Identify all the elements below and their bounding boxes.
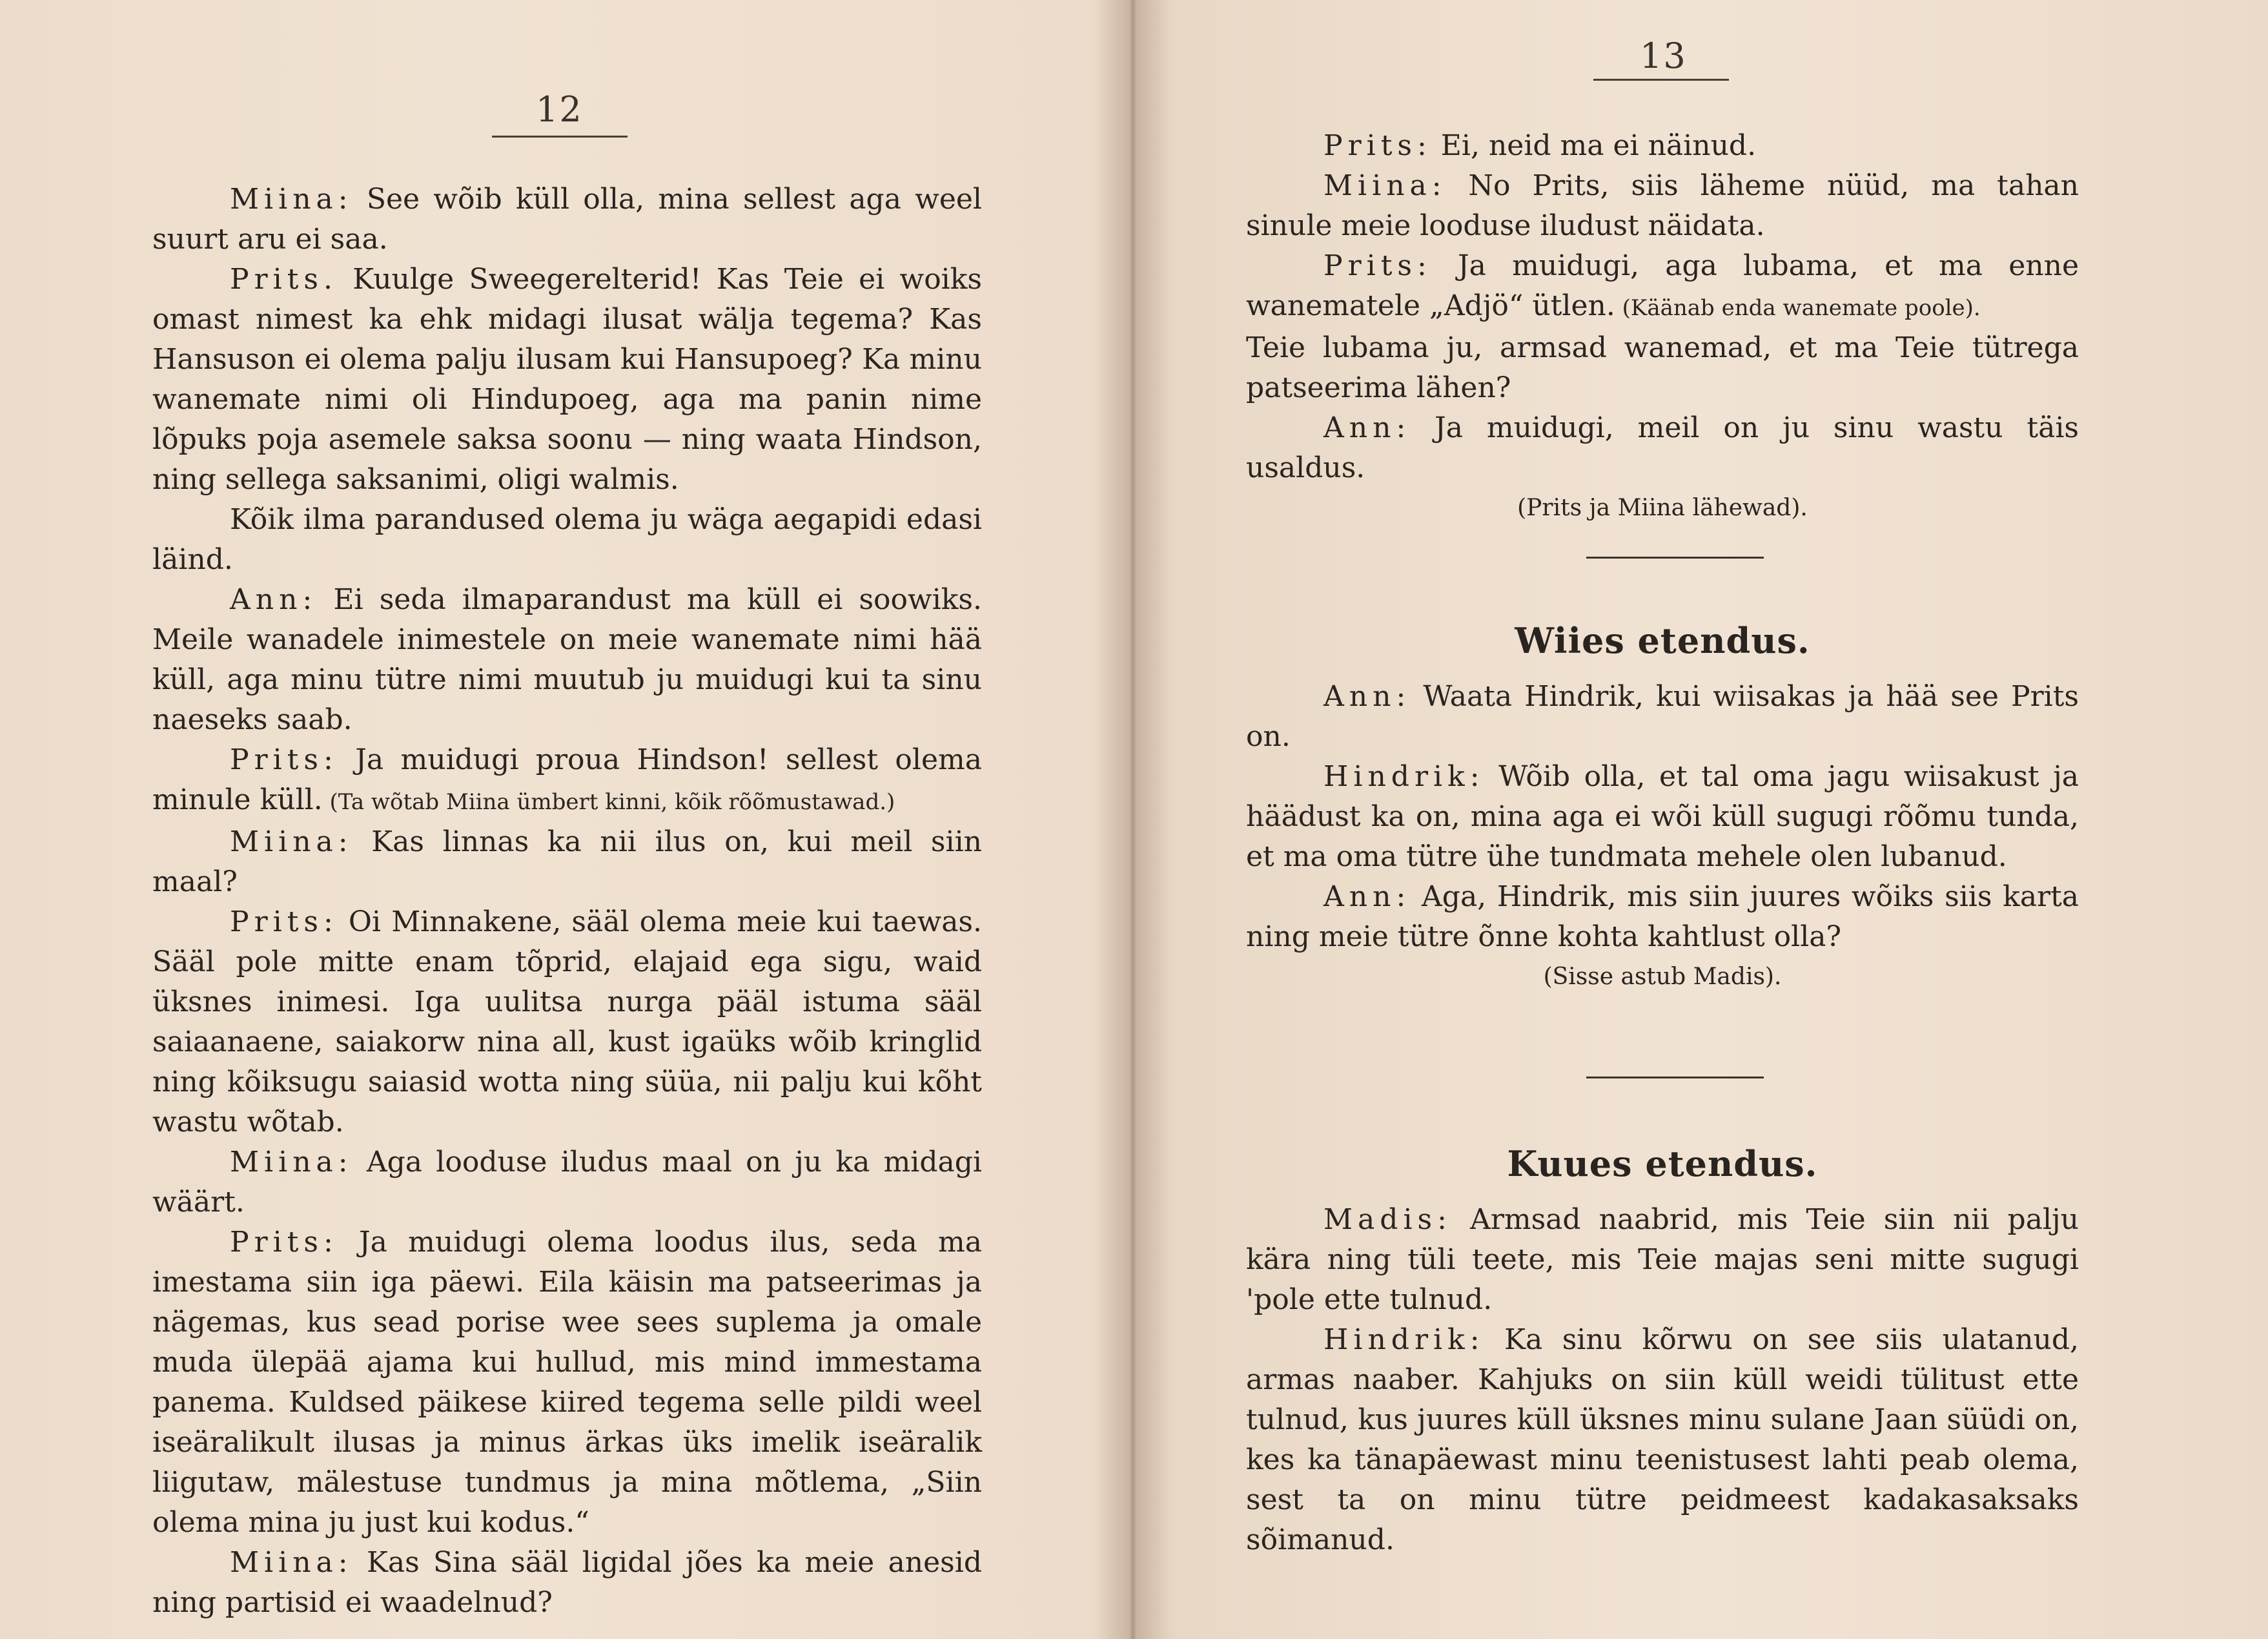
scene-separator <box>1586 557 1764 559</box>
speech-text: Wõib olla, et tal oma jagu wiisakust ja häädust ka on, mina aga ei wõi küll sugugi rõõmu tunda, et ma oma tütre ühe tundmata mehele olen lubanud. <box>1246 760 2079 873</box>
speech-text: Armsad naabrid, mis Teie siin nii palju kära ning tüli teete, mis Teie majas seni mitte sugugi 'pole ette tulnud. <box>1246 1203 2079 1316</box>
dialogue-line <box>152 902 982 1142</box>
speaker-name: Miina: <box>230 825 353 858</box>
dialogue-line <box>152 500 982 580</box>
page-number: 12 <box>536 89 583 130</box>
speech-text: Ja muidugi, meil on ju sinu wastu täis usaldus. <box>1246 411 2079 484</box>
dialogue-line <box>1246 677 2079 757</box>
left-text-block <box>152 180 982 1623</box>
speech-text: Aga looduse iludus maal on ju ka midagi wäärt. <box>152 1146 982 1219</box>
speaker-name: Miina: <box>230 1146 353 1179</box>
speech-text: Aga, Hindrik, mis siin juures wõiks siis karta ning meie tütre õnne kohta kahtlust olla? <box>1246 880 2079 953</box>
dialogue-line <box>152 1222 982 1543</box>
dialogue-line <box>152 260 982 500</box>
speaker-name: Madis: <box>1323 1203 1452 1236</box>
dialogue-line <box>1246 877 2079 957</box>
dialogue-line <box>1246 1200 2079 1320</box>
scene-title: Kuues etendus. <box>1507 1143 1818 1184</box>
dialogue-line <box>152 1142 982 1222</box>
speaker-name: Prits: <box>1323 129 1432 162</box>
speaker-name: Prits: <box>1323 249 1432 282</box>
right-text-block-1 <box>1246 126 2079 528</box>
speech-text: No Prits, siis läheme nüüd, ma tahan sinule meie looduse iludust näidata. <box>1246 169 2079 242</box>
right-text-block-2 <box>1246 677 2079 997</box>
page-number-rule <box>492 136 628 138</box>
dialogue-line <box>1246 328 2079 408</box>
speaker-name: Prits: <box>230 1226 338 1259</box>
speaker-name: Prits: <box>230 743 338 776</box>
dialogue-line <box>1246 166 2079 246</box>
right-text-block-3 <box>1246 1200 2079 1560</box>
speaker-name: Ann: <box>1323 411 1411 444</box>
speech-text: Ei seda ilmaparandust ma küll ei soowiks. Meile wanadele inimestele on meie wanemate nimi hää küll, aga minu tütre nimi muutub ju muidugi kui ta sinu naeseks saab. <box>152 583 982 736</box>
left-page <box>0 0 1120 1639</box>
speech-text: Oi Minnakene, sääl olema meie kui taewas. Sääl pole mitte enam tõprid, elajaid ega sigu, waid üksnes inimesi. Iga uulitsa nurga pääl istuma sääl saiaanaene, saiakorw nina all, kust igaüks wõib kringlid ning kõiksugu saiasid wotta ning süüa, nii palju kui kõht wastu wõtab. <box>152 905 982 1139</box>
dialogue-line <box>152 1543 982 1623</box>
speech-text: Ja muidugi olema loodus ilus, seda ma imestama siin iga päewi. Eila käisin ma patseerimas ja nägemas, kus sead porise wee sees suplema ja omale muda ülepää ajama kui hullud, mis mind immestama panema. Kuldsed päikese kiired tegema selle pildi weel iseäralikult ilusas ja minus ärkas üks imelik iseäralik liigutaw, mälestuse tundmus ja mina mõtlema, „Siin olema mina ju just kui kodus.“ <box>152 1226 982 1539</box>
dialogue-line <box>152 180 982 260</box>
speech-text: Waata Hindrik, kui wiisakas ja hää see Prits on. <box>1246 680 2079 753</box>
speech-text: Kas linnas ka nii ilus on, kui meil siin maal? <box>152 825 982 898</box>
right-page <box>1136 0 2268 1639</box>
speech-text: Ka sinu kõrwu on see siis ulatanud, armas naaber. Kahjuks on siin küll weidi tülitust ette tulnud, kus juures küll üksnes minu sulane Jaan süüdi on, kes ka tänapäewast minu teenistusest lahti peab olema, sest ta on minu tütre peidmeest kadakasaksaks sõimanud. <box>1246 1323 2079 1556</box>
speaker-name: Miina: <box>1323 169 1447 202</box>
speech-text: Kas Sina sääl ligidal jões ka meie anesid ning partisid ei waadelnud? <box>152 1546 982 1619</box>
speaker-name: Miina: <box>230 1546 353 1579</box>
page-number-rule <box>1593 79 1729 81</box>
dialogue-line <box>1246 1320 2079 1560</box>
speaker-name: Ann: <box>230 583 318 616</box>
dialogue-line <box>1246 757 2079 877</box>
page-number: 13 <box>1640 36 1687 76</box>
speaker-name: Prits: <box>230 905 338 938</box>
dialogue-line <box>152 580 982 740</box>
speaker-name: Miina: <box>230 183 353 216</box>
speaker-name: Ann: <box>1323 880 1411 913</box>
speech-text: Ja muidugi proua Hindson! sellest olema minule küll. <box>152 743 982 816</box>
dialogue-line <box>1246 126 2079 166</box>
dialogue-line <box>152 822 982 902</box>
speech-text: Teie lubama ju, armsad wanemad, et ma Teie tütrega patseerima lähen? <box>1246 331 2079 404</box>
stage-direction: (Ta wõtab Miina ümbert kinni, kõik rõõmustawad.) <box>322 789 895 815</box>
speaker-name: Hindrik: <box>1323 1323 1485 1356</box>
speech-text: Ei, neid ma ei näinud. <box>1431 129 1757 162</box>
speech-text: Ja muidugi, aga lubama, et ma enne wanematele „Adjö“ ütlen. <box>1246 249 2079 322</box>
speech-text: Kuulge Sweegerelterid! Kas Teie ei woiks omast nimest ka ehk midagi ilusat wälja tegema? Kas Hansuson ei olema palju ilusam kui Hansupoeg? Ka minu wanemate nimi oli Hindupoeg, aga ma panin nime lõpuks poja asemele saksa soonu — ning waata Hindson, ning sellega saksanimi, oligi walmis. <box>152 263 982 496</box>
stage-direction: (Sisse astub Madis). <box>1543 964 1782 990</box>
speech-text: Kõik ilma parandused olema ju wäga aegapidi edasi läind. <box>152 503 982 576</box>
dialogue-line <box>152 740 982 822</box>
scene-title: Wiies etendus. <box>1515 620 1810 661</box>
speech-text: See wõib küll olla, mina sellest aga weel suurt aru ei saa. <box>152 183 982 256</box>
speaker-name: Prits. <box>230 263 338 296</box>
speaker-name: Hindrik: <box>1323 760 1485 793</box>
dialogue-line <box>1246 408 2079 488</box>
dialogue-line <box>1246 246 2079 328</box>
scene-separator <box>1586 1077 1764 1078</box>
speaker-name: Ann: <box>1323 680 1411 713</box>
stage-direction: (Prits ja Miina lähewad). <box>1517 495 1808 521</box>
stage-direction: (Käänab enda wanemate poole). <box>1615 295 1981 321</box>
